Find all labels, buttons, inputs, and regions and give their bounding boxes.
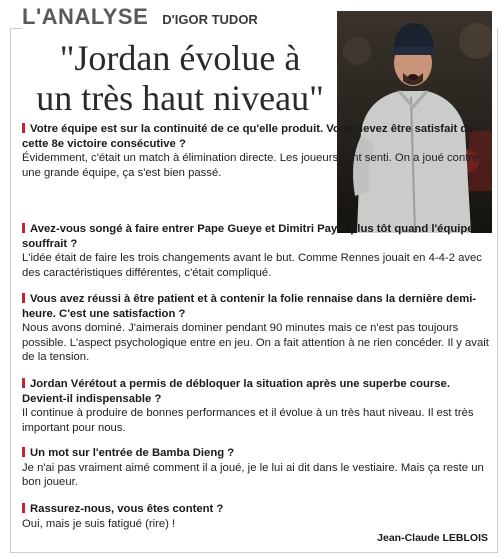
question-5 (22, 446, 492, 461)
section-subtitle: D'IGOR TUDOR (162, 12, 258, 27)
question-text: Jordan Vérétout a permis de débloquer la situation après une superbe course. Devient-il indispensable ? (22, 378, 450, 405)
answer-4: Il continue à produire de bonnes performances et il évolue à un très haut niveau. Il est très important pour nous. (22, 407, 474, 434)
qa-block-6 (22, 502, 492, 531)
section-label: L'ANALYSE (22, 4, 149, 29)
question-text: Rassurez-nous, vous êtes content ? (30, 503, 224, 515)
byline: Jean-Claude LEBLOIS (377, 532, 488, 544)
header (22, 4, 258, 30)
question-text: Un mot sur l'entrée de Bamba Dieng ? (30, 447, 235, 459)
qa-block-1 (22, 122, 492, 180)
bullet-icon (22, 378, 25, 388)
article-title (24, 38, 336, 118)
qa-block-3 (22, 292, 492, 365)
question-3 (22, 292, 492, 321)
answer-3: Nous avons dominé. J'aimerais dominer pendant 90 minutes mais ce n'est pas toujours possible. L'aspect psychologique entre en jeu. On a fait attention à ne rien concéder. Il y avait de la tension. (22, 322, 489, 363)
title-line-1: "Jordan évolue à (59, 38, 301, 78)
bullet-icon (22, 223, 25, 233)
answer-6: Oui, mais je suis fatigué (rire) ! (22, 517, 176, 530)
question-2 (22, 222, 492, 251)
question-1 (22, 122, 492, 151)
answer-1: Évidemment, c'était un match à élimination directe. Les joueurs l'ont senti. On a joué contre une grande équipe, ça s'est bien passé. (22, 152, 479, 179)
title-line-2: un très haut niveau" (36, 78, 324, 118)
question-4 (22, 377, 492, 406)
qa-block-4 (22, 377, 492, 435)
bullet-icon (22, 447, 25, 457)
bullet-icon (22, 123, 25, 133)
bullet-icon (22, 293, 25, 303)
question-text: Avez-vous songé à faire entrer Pape Gueye et Dimitri Payet plus tôt quand l'équipe souffrait ? (22, 223, 474, 250)
answer-5: Je n'ai pas vraiment aimé comment il a joué, je le lui ai dit dans le vestiaire. Mais ça reste un bon joueur. (22, 461, 484, 488)
answer-2: L'idée était de faire les trois changements avant le but. Comme Rennes jouait en 4-4-2 avec des caractéristiques différentes, c'était compliqué. (22, 252, 482, 279)
question-text: Votre équipe est sur la continuité de ce qu'elle produit. Vous devez être satisfait de cette 8e victoire consécutive ? (22, 123, 474, 150)
qa-block-2 (22, 222, 492, 280)
question-text: Vous avez réussi à être patient et à contenir la folie rennaise dans la dernière demi-heure. C'est une satisfaction ? (22, 293, 477, 320)
bullet-icon (22, 503, 25, 513)
question-6 (22, 502, 492, 517)
qa-block-5 (22, 446, 492, 490)
